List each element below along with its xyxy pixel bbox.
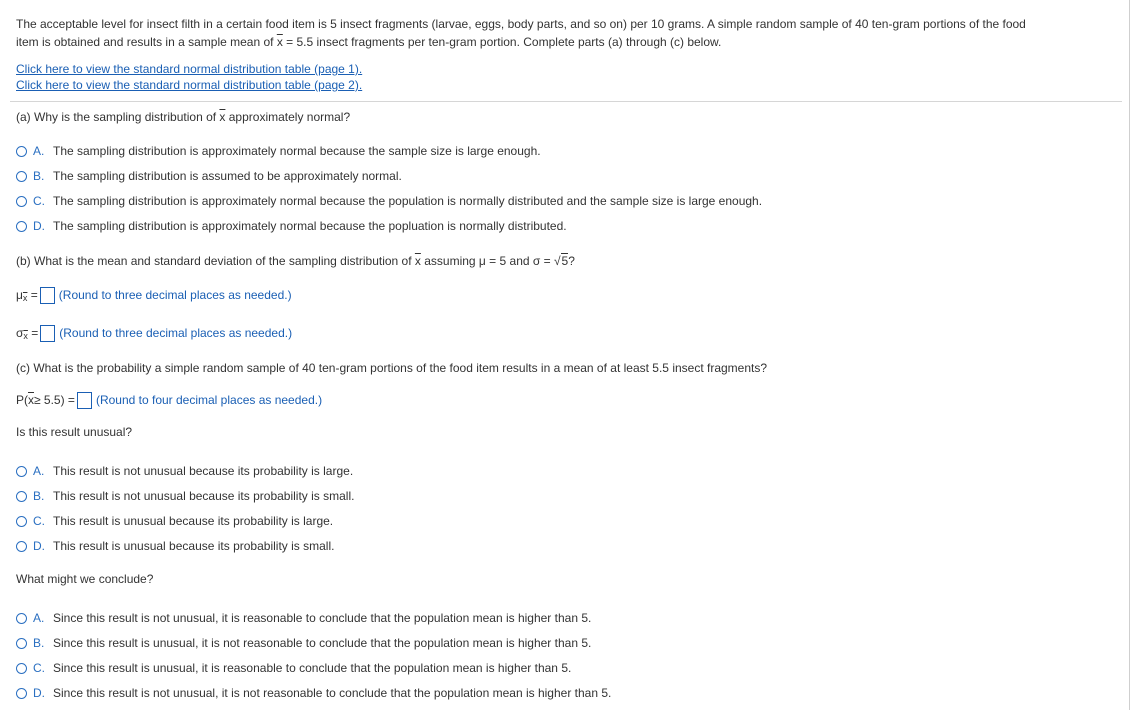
part-a-choice-d[interactable] [16,217,567,235]
choice-text: The sampling distribution is assumed to be approximately normal. [53,169,402,183]
choice-text: The sampling distribution is approximately normal because the popluation is normally distributed. [53,219,567,233]
conclude-choice-b[interactable] [16,634,591,652]
unusual-choice-b[interactable] [16,487,354,505]
problem-statement [16,15,1026,51]
part-a-question-pre: (a) Why is the sampling distribution of [16,110,220,124]
part-b-question-mid: assuming μ = 5 and σ = [420,254,554,268]
radio-button[interactable] [16,146,27,157]
prob-post: ≥ 5.5) = [34,393,75,407]
conclude-choice-d[interactable] [16,684,611,702]
radio-button[interactable] [16,491,27,502]
radio-button[interactable] [16,196,27,207]
choice-text: This result is unusual because its probability is large. [53,514,334,528]
choice-letter: D. [33,539,45,553]
sigma-symbol: σ [16,326,24,340]
radio-button[interactable] [16,466,27,477]
choice-letter: C. [33,514,45,528]
part-a-choice-c[interactable] [16,192,762,210]
part-c-question: (c) What is the probability a simple random sample of 40 ten-gram portions of the food item results in a mean of at least 5.5 insect fragments? [16,361,768,375]
choice-text: Since this result is not unusual, it is reasonable to conclude that the population mean is higher than 5. [53,611,592,625]
part-a-question [16,110,350,124]
choice-letter: B. [33,169,45,183]
choice-letter: A. [33,144,45,158]
probability-row [16,390,322,410]
choice-text: Since this result is unusual, it is reasonable to conclude that the population mean is higher than 5. [53,661,572,675]
part-a-choice-b[interactable] [16,167,402,185]
divider [10,101,1122,102]
sqrt-icon: √ [553,254,561,268]
choice-letter: A. [33,464,45,478]
choice-letter: D. [33,219,45,233]
choice-letter: D. [33,686,45,700]
radio-button[interactable] [16,516,27,527]
problem-line-2-pre: item is obtained and results in a sample mean of [16,35,277,49]
unusual-choice-c[interactable] [16,512,333,530]
choice-text: This result is not unusual because its probability is large. [53,464,354,478]
choice-text: Since this result is not unusual, it is not reasonable to conclude that the population mean is higher than 5. [53,686,612,700]
problem-line-2-post: = 5.5 insect fragments per ten-gram portion. Complete parts (a) through (c) below. [282,35,722,49]
xbar-subscript: $\overline{x}$ [23,331,28,341]
normal-table-page1-link[interactable]: Click here to view the standard normal distribution table (page 1). [16,62,363,76]
prob-pre: P( [16,393,28,407]
equals-sign: = [30,288,38,302]
sigma-xbar-row [16,323,292,343]
unusual-question: Is this result unusual? [16,425,133,439]
choice-letter: A. [33,611,45,625]
sigma-round-hint: (Round to three decimal places as needed.) [59,326,293,340]
equals-sign: = [31,326,39,340]
conclude-question: What might we conclude? [16,572,154,586]
conclude-choice-a[interactable] [16,609,591,627]
part-b-question [16,254,575,268]
unusual-choice-d[interactable] [16,537,334,555]
mu-xbar-row [16,285,292,305]
mu-symbol: μ [16,288,23,302]
radio-button[interactable] [16,541,27,552]
mu-xbar-input[interactable] [40,287,55,304]
problem-line-1: The acceptable level for insect filth in a certain food item is 5 insect fragments (larvae, eggs, body parts, and so on) per 10 grams. A simple random sample of 40 ten-gram portions of the food [16,17,1026,31]
xbar-symbol: $\overline{x}$ [28,393,34,407]
radio-button[interactable] [16,688,27,699]
probability-round-hint: (Round to four decimal places as needed.) [95,393,323,407]
choice-letter: B. [33,489,45,503]
choice-text: Since this result is unusual, it is not reasonable to conclude that the population mean is higher than 5. [53,636,592,650]
sqrt-radicand: 5 [561,254,569,268]
xbar-symbol: $\overline{x}$ [219,110,226,124]
xbar-symbol: $\overline{x}$ [276,35,283,49]
radio-button[interactable] [16,663,27,674]
xbar-symbol: $\overline{x}$ [414,254,421,268]
unusual-choice-a[interactable] [16,462,353,480]
choice-text: This result is unusual because its probability is small. [53,539,335,553]
part-a-choice-a[interactable] [16,142,541,160]
choice-letter: C. [33,194,45,208]
choice-letter: B. [33,636,45,650]
normal-table-page2-link[interactable]: Click here to view the standard normal distribution table (page 2). [16,78,363,92]
radio-button[interactable] [16,613,27,624]
part-b-question-pre: (b) What is the mean and standard deviation of the sampling distribution of [16,254,415,268]
sigma-xbar-input[interactable] [40,325,55,342]
probability-input[interactable] [77,392,92,409]
problem-line-2 [16,33,1026,51]
mu-round-hint: (Round to three decimal places as needed.) [58,288,292,302]
conclude-choice-c[interactable] [16,659,571,677]
radio-button[interactable] [16,171,27,182]
part-b-question-post: ? [568,254,575,268]
part-a-question-post: approximately normal? [225,110,351,124]
choice-text: The sampling distribution is approximately normal because the sample size is large enough. [53,144,541,158]
choice-text: The sampling distribution is approximately normal because the population is normally distributed and the sample size is large enough. [53,194,763,208]
radio-button[interactable] [16,221,27,232]
choice-text: This result is not unusual because its probability is small. [53,489,355,503]
xbar-subscript: $\overline{x}$ [22,293,28,303]
choice-letter: C. [33,661,45,675]
radio-button[interactable] [16,638,27,649]
